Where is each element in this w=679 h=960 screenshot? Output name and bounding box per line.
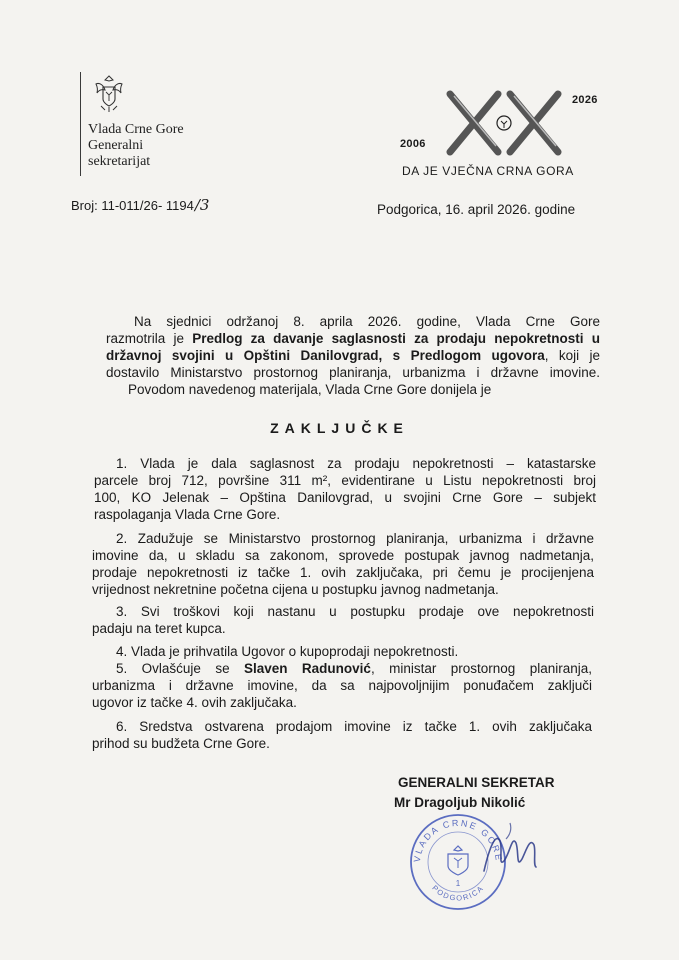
reference-number [71,196,209,214]
intro-line-2-bold: Predlog za davanje saglasnosti za prodaju nepokretnosti u [192,331,600,346]
handwritten-signature [470,815,550,885]
item-1-line-4: raspolaganja Vlada Crne Gore. [94,507,281,522]
intro-line-2-normal: razmotrila je [106,331,193,346]
item-5-line-2: urbanizma i državne imovine, da sa najpovoljnijim ponuđačem zaključi [92,678,592,693]
document-title: ZAKLJUČKE [270,420,409,436]
intro-line-4: dostavilo Ministarstvo prostornog planiranja, urbanizma i državne imovine. [106,365,600,380]
gov-line-3: sekretarijat [88,154,151,169]
date-line: Podgorica, 16. april 2026. godine [377,202,576,217]
item-6-line-1: 6. Sredstva ostvarena prodajom imovine iz tačke 1. ovih zaključaka [116,719,592,734]
stamp-city: PODGORICA [430,883,486,903]
reference-handwritten: /3 [194,196,210,214]
intro-line-1: Na sjednici održanoj 8. aprila 2026. godine, Vlada Crne Gore [134,314,600,329]
government-header [80,72,230,182]
item-2-line-4: vrijednost nekretnine početna cijena u postupku javnog nadmetanja. [92,582,499,597]
coat-of-arms-icon [92,72,126,114]
jubilee-logo [398,82,608,182]
intro-line-2 [106,330,600,347]
intro-line-3-normal: , koji je [544,348,600,363]
item-3-line-2: padaju na teret kupca. [92,621,226,636]
intro-line-3-bold: državnoj svojini u Opštini Danilovgrad, s Predlogom ugovora [106,348,545,363]
intro-line-5: Povodom navedenog materijala, Vlada Crne Gore donijela je [128,382,492,397]
header-vertical-rule [80,72,81,176]
signatory-name: Mr Dragoljub Nikolić [394,795,526,810]
gov-line-2: Generalni [88,138,144,153]
item-3-line-1: 3. Svi troškovi koji nastanu u postupku prodaje ove nepokretnosti [116,604,594,619]
jubilee-slogan: DA JE VJEČNA CRNA GORA [402,164,574,178]
jubilee-year-start: 2006 [400,138,426,150]
item-5-line-1-b: , ministar prostornog planiranja, [370,661,593,676]
item-1-line-2: parcele broj 712, površine 311 m², evidentirane u Listu nepokretnosti broj [94,473,596,488]
item-5-minister-name: Slaven Radunović [244,661,371,676]
reference-label: Broj: 11-011/26- 1194 [71,198,194,213]
item-2-line-3: prodaje nepokretnosti iz tačke 1. ovih zaključaka, pri čemu je procijenjena [92,565,594,580]
jubilee-year-end: 2026 [572,94,598,106]
item-6-line-2: prihod su budžeta Crne Gore. [92,736,270,751]
item-5-line-1-a: 5. Ovlašćuje se [116,661,244,676]
signatory-title: GENERALNI SEKRETAR [398,775,555,790]
item-5-line-3: ugovor iz tačke 4. ovih zaključaka. [92,695,297,710]
item-5-line-1 [116,660,592,677]
intro-line-3 [106,347,600,364]
item-1-line-3: 100, KO Jelenak – Opština Danilovgrad, u svojini Crne Gore – subjekt [94,490,596,505]
item-4-line-1: 4. Vlada je prihvatila Ugovor o kupoprodaji nepokretnosti. [116,644,459,659]
stamp-text-top: VLADA CRNE GORE [411,817,505,863]
gov-line-1: Vlada Crne Gore [88,122,184,137]
item-1-line-1: 1. Vlada je dala saglasnost za prodaju nepokretnosti – katastarske [116,456,596,471]
government-name [88,122,184,170]
item-2-line-2: imovine da, u skladu sa zakonom, sprovede postupak javnog nadmetanja, [92,548,594,563]
stamp-number: 1 [455,879,461,888]
item-2-line-1: 2. Zadužuje se Ministarstvo prostornog planiranja, urbanizma i državne [116,531,594,546]
